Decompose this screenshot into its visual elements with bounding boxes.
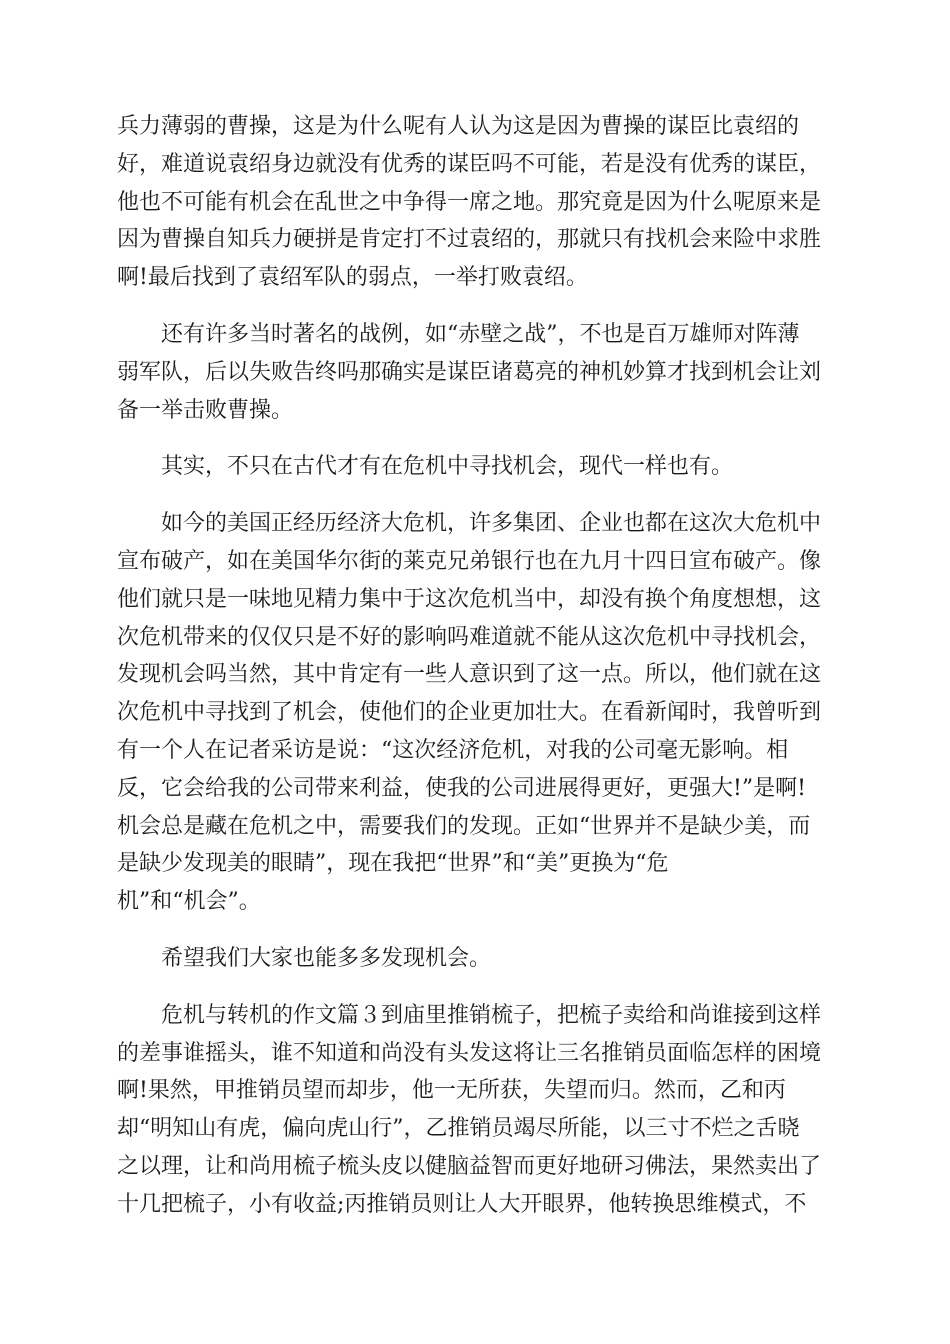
text-line: 备一举击败曹操。 bbox=[117, 397, 294, 423]
text-line: 次危机中寻找到了机会，使他们的企业更加壮大。在看新闻时，我曾听到 bbox=[117, 700, 822, 726]
paragraph bbox=[117, 448, 833, 486]
text-line: 啊!果然，甲推销员望而却步，他一无所获，失望而归。然而，乙和丙 bbox=[117, 1078, 786, 1104]
text-line: 十几把梳子，小有收益;丙推销员则让人大开眼界，他转换思维模式，不 bbox=[117, 1191, 807, 1217]
text-line: 宣布破产，如在美国华尔街的莱克兄弟银行也在九月十四日宣布破产。像 bbox=[117, 548, 822, 574]
text-line: 其实，不只在古代才有在危机中寻找机会，现代一样也有。 bbox=[161, 454, 734, 480]
text-line: 是缺少发现美的眼睛”，现在我把“世界”和“美”更换为“危 bbox=[117, 851, 669, 877]
text-line: 如今的美国正经历经济大危机，许多集团、企业也都在这次大危机中 bbox=[161, 511, 822, 537]
text-line: 他也不可能有机会在乱世之中争得一席之地。那究竟是因为什么呢原来是 bbox=[117, 189, 822, 215]
text-line: 之以理，让和尚用梳子梳头皮以健脑益智而更好地研习佛法，果然卖出了 bbox=[117, 1153, 822, 1179]
paragraph bbox=[117, 997, 833, 1224]
paragraph bbox=[117, 316, 833, 429]
text-line: 的差事谁摇头，谁不知道和尚没有头发这将让三名推销员面临怎样的困境 bbox=[117, 1040, 822, 1066]
text-line: 机会总是藏在危机之中，需要我们的发现。正如“世界并不是缺少美，而 bbox=[117, 813, 811, 839]
text-line: 有一个人在记者采访是说：“这次经济危机，对我的公司毫无影响。相 bbox=[117, 737, 789, 763]
paragraph bbox=[117, 108, 833, 297]
text-line: 发现机会吗当然，其中肯定有一些人意识到了这一点。所以，他们就在这 bbox=[117, 662, 822, 688]
paragraph bbox=[117, 940, 833, 978]
text-line: 次危机带来的仅仅只是不好的影响吗难道就不能从这次危机中寻找机会， bbox=[117, 624, 822, 650]
text-line: 危机与转机的作文篇３到庙里推销梳子，把梳子卖给和尚谁接到这样 bbox=[161, 1002, 822, 1028]
text-line: 希望我们大家也能多多发现机会。 bbox=[161, 945, 492, 971]
text-line: 机”和“机会”。 bbox=[117, 889, 261, 915]
text-line: 却“明知山有虎，偏向虎山行”，乙推销员竭尽所能，以三寸不烂之舌晓 bbox=[117, 1116, 800, 1142]
text-line: 反，它会给我的公司带来利益，使我的公司进展得更好，更强大!”是啊! bbox=[117, 775, 806, 801]
text-line: 啊!最后找到了袁绍军队的弱点，一举打败袁绍。 bbox=[117, 265, 588, 291]
text-line: 还有许多当时著名的战例，如“赤壁之战”，不也是百万雄师对阵薄 bbox=[161, 321, 800, 347]
text-line: 因为曹操自知兵力硬拼是肯定打不过袁绍的，那就只有找机会来险中求胜 bbox=[117, 227, 822, 253]
text-line: 兵力薄弱的曹操，这是为什么呢有人认为这是因为曹操的谋臣比袁绍的 bbox=[117, 114, 800, 139]
text-line: 他们就只是一味地见精力集中于这次危机当中，却没有换个角度想想，这 bbox=[117, 586, 822, 612]
text-line: 好，难道说袁绍身边就没有优秀的谋臣吗不可能，若是没有优秀的谋臣， bbox=[117, 151, 822, 177]
paragraph bbox=[117, 505, 833, 921]
text-line: 弱军队，后以失败告终吗那确实是谋臣诸葛亮的神机妙算才找到机会让刘 bbox=[117, 359, 822, 385]
document-body bbox=[117, 108, 833, 1224]
